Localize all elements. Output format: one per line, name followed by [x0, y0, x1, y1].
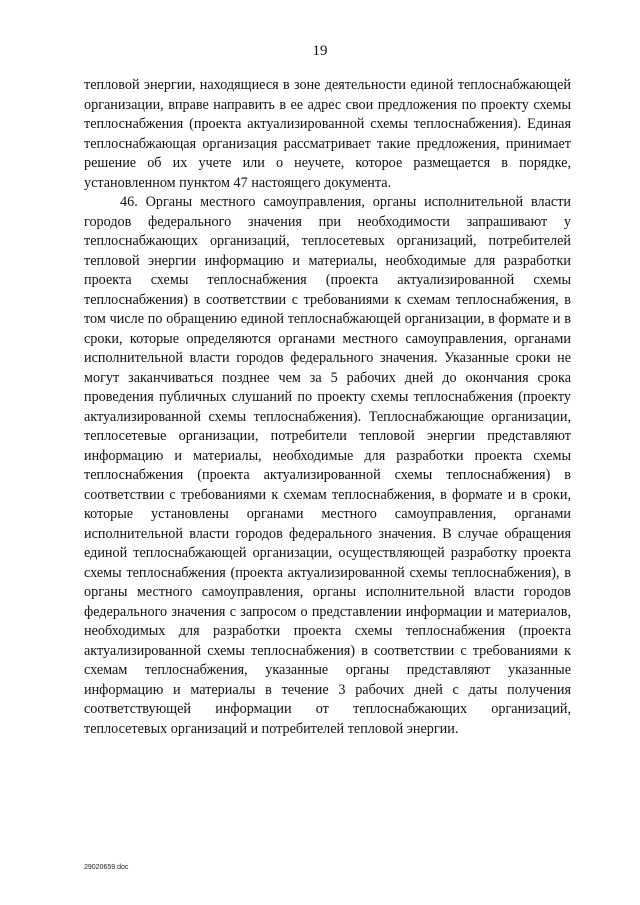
footer-filename: 29020659.doc	[84, 864, 129, 871]
document-body	[84, 76, 571, 739]
paragraph-46: 46. Органы местного самоуправления, органы исполнительной власти городов федерального значения при необходимости запрашивают у теплоснабжающих организаций, теплосетевых организаций, потребителей тепловой энергии информацию и материалы, необходимые для разработки проекта схемы теплоснабжения (проекта актуализированной схемы теплоснабжения) в соответствии с требованиями к схемам теплоснабжения, в том числе по обращению единой теплоснабжающей организации, в формате и в сроки, которые определяются органами местного самоуправления, органами исполнительной власти городов федерального значения. Указанные сроки не могут заканчиваться позднее чем за 5 рабочих дней до окончания срока проведения публичных слушаний по проекту схемы теплоснабжения (проекту актуализированной схемы теплоснабжения). Теплоснабжающие организации, теплосетевые организации, потребители тепловой энергии представляют информацию и материалы, необходимые для разработки проекта схемы теплоснабжения (проекта актуализированной схемы теплоснабжения) в соответствии с требованиями к схемам теплоснабжения, в формате и в сроки, которые установлены органами местного самоуправления, органами исполнительной власти городов федерального значения. В случае обращения единой теплоснабжающей организации, осуществляющей разработку проекта схемы теплоснабжения (проекта актуализированной схемы теплоснабжения), в органы местного самоуправления, органы исполнительной власти городов федерального значения с запросом о представлении информации и материалов, необходимых для разработки проекта схемы теплоснабжения (проекта актуализированной схемы теплоснабжения) в соответствии с требованиями к схемам теплоснабжения, указанные органы представляют указанные информацию и материалы в течение 3 рабочих дней с даты получения соответствующей информации от теплоснабжающих организаций, теплосетевых организаций и потребителей тепловой энергии.	[84, 194, 571, 737]
page-number: 19	[312, 43, 328, 59]
paragraph-continuation: тепловой энергии, находящиеся в зоне деятельности единой теплоснабжающей организации, вправе направить в ее адрес свои предложения по проекту схемы теплоснабжения (проекта актуализированной схемы теплоснабжения). Единая теплоснабжающая организация рассматривает такие предложения, принимает решение об их учете или о неучете, которое размещается в порядке, установленном пунктом 47 настоящего документа.	[84, 77, 571, 191]
